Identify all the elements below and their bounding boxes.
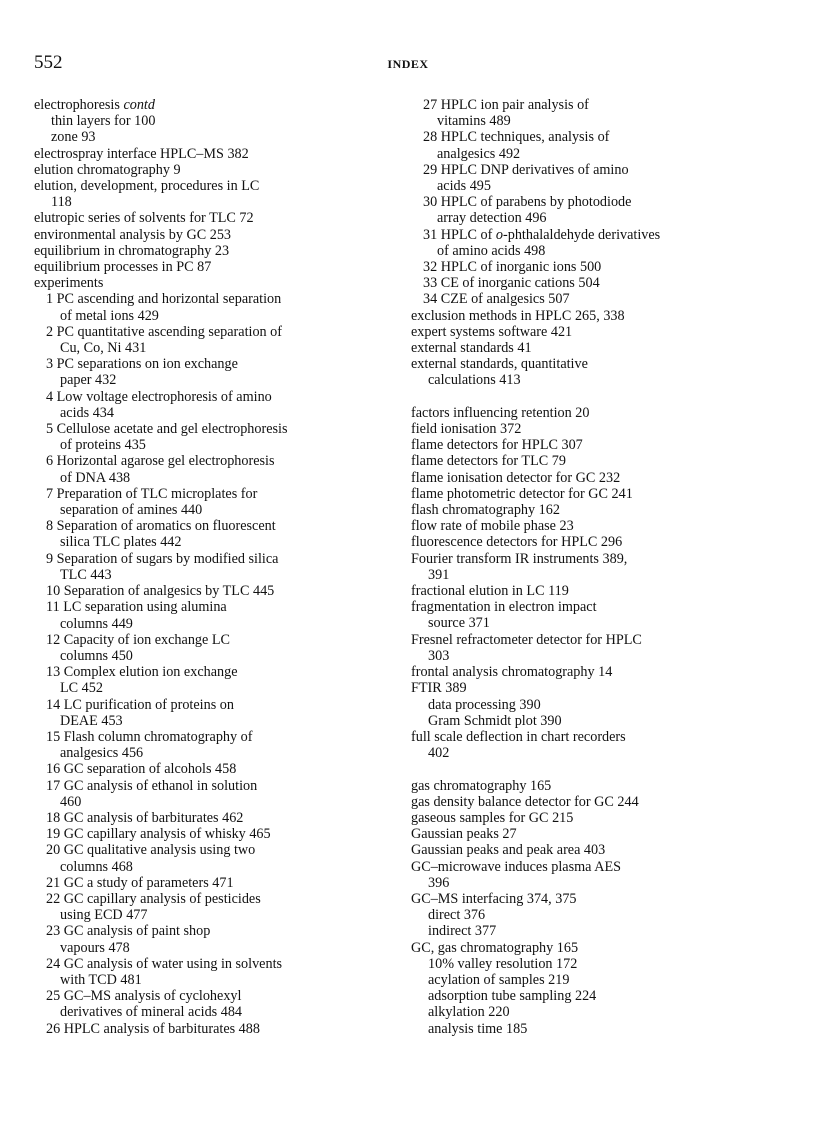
index-entry <box>34 437 404 453</box>
index-entry <box>34 534 404 550</box>
index-entry-text: analgesics 492 <box>437 145 521 162</box>
index-entry <box>34 778 404 794</box>
index-entry-text: 303 <box>428 647 450 664</box>
index-entry <box>34 567 404 583</box>
index-entry <box>411 210 791 226</box>
index-column-right <box>411 97 791 1037</box>
index-entry-text: 22 GC capillary analysis of pesticides <box>46 890 261 907</box>
index-entry-text: using ECD 477 <box>60 907 148 924</box>
index-entry <box>411 599 791 615</box>
index-entry-text: exclusion methods in HPLC 265, 338 <box>411 307 625 324</box>
index-entry-text: external standards, quantitative <box>411 356 588 373</box>
index-entry <box>411 713 791 729</box>
index-entry-text: equilibrium in chromatography 23 <box>34 242 230 259</box>
index-entry-text: flame detectors for TLC 79 <box>411 453 566 470</box>
index-entry-text: flame photometric detector for GC 241 <box>411 485 633 502</box>
index-entry <box>34 794 404 810</box>
index-entry-text: Fourier transform IR instruments 389, <box>411 550 628 567</box>
index-entry-text: zone 93 <box>51 129 96 146</box>
index-entry <box>34 518 404 534</box>
index-entry <box>34 162 404 178</box>
index-entry <box>411 259 791 275</box>
index-entry-text: 1 PC ascending and horizontal separation <box>46 291 282 308</box>
index-entry <box>411 875 791 891</box>
index-entry-text: 23 GC analysis of paint shop <box>46 923 211 940</box>
index-entry-text: 3 PC separations on ion exchange <box>46 356 238 373</box>
index-entry-text: 28 HPLC techniques, analysis of <box>423 129 610 146</box>
index-entry <box>34 680 404 696</box>
index-entry <box>34 243 404 259</box>
index-entry <box>411 372 791 388</box>
index-entry <box>34 291 404 307</box>
index-entry-text: gas density balance detector for GC 244 <box>411 793 639 810</box>
index-entry-text: 32 HPLC of inorganic ions 500 <box>423 259 602 276</box>
index-entry <box>34 583 404 599</box>
index-entry <box>411 778 791 794</box>
index-entry-text: external standards 41 <box>411 340 532 357</box>
index-entry-text: 9 Separation of sugars by modified silica <box>46 550 279 567</box>
index-entry <box>34 210 404 226</box>
index-entry-text: 2 PC quantitative ascending separation of <box>46 323 283 340</box>
index-entry <box>411 437 791 453</box>
index-entry <box>411 907 791 923</box>
index-entry <box>411 518 791 534</box>
index-entry <box>411 486 791 502</box>
index-entry-text: frontal analysis chromatography 14 <box>411 664 613 681</box>
index-entry-text: 17 GC analysis of ethanol in solution <box>46 777 258 794</box>
index-entry <box>411 940 791 956</box>
index-entry <box>411 275 791 291</box>
index-entry <box>411 615 791 631</box>
index-entry-text: GC, gas chromatography 165 <box>411 939 579 956</box>
index-entry <box>411 810 791 826</box>
index-entry <box>411 794 791 810</box>
index-entry <box>34 648 404 664</box>
index-entry-text: columns 449 <box>60 615 133 632</box>
index-entry <box>34 632 404 648</box>
index-entry-text: 391 <box>428 566 450 583</box>
index-entry <box>34 599 404 615</box>
index-entry <box>34 146 404 162</box>
index-entry-text: 29 HPLC DNP derivatives of amino <box>423 161 629 178</box>
index-entry-text: 33 CE of inorganic cations 504 <box>423 275 600 292</box>
index-entry-text: of amino acids 498 <box>437 242 546 259</box>
index-entry <box>34 389 404 405</box>
index-entry <box>411 583 791 599</box>
index-entry <box>411 551 791 567</box>
index-entry-text: acids 495 <box>437 178 491 195</box>
index-entry <box>34 1004 404 1020</box>
section-gap <box>411 761 791 777</box>
index-entry <box>411 956 791 972</box>
index-entry <box>34 194 404 210</box>
index-entry-text: analysis time 185 <box>428 1020 528 1037</box>
index-entry-text: GC–MS interfacing 374, 375 <box>411 890 577 907</box>
index-entry <box>34 875 404 891</box>
index-entry <box>34 275 404 291</box>
index-entry <box>411 178 791 194</box>
index-entry-text: 31 HPLC of <box>423 226 496 243</box>
index-entry-text: 25 GC–MS analysis of cyclohexyl <box>46 988 242 1005</box>
index-entry <box>411 534 791 550</box>
index-entry <box>411 308 791 324</box>
index-entry-text: 30 HPLC of parabens by photodiode <box>423 194 632 211</box>
index-entry <box>411 129 791 145</box>
index-entry-text: 10 Separation of analgesics by TLC 445 <box>46 583 275 600</box>
index-entry <box>411 502 791 518</box>
index-entry-text: 6 Horizontal agarose gel electrophoresis <box>46 453 275 470</box>
index-entry <box>34 697 404 713</box>
index-entry <box>34 907 404 923</box>
index-entry-text: 460 <box>60 793 82 810</box>
index-entry-text: 118 <box>51 194 72 211</box>
index-entry <box>34 940 404 956</box>
index-entry <box>34 810 404 826</box>
index-entry-text: calculations 413 <box>428 372 521 389</box>
index-entry <box>34 113 404 129</box>
index-entry <box>34 470 404 486</box>
index-entry <box>34 486 404 502</box>
index-entry <box>34 713 404 729</box>
index-entry <box>34 891 404 907</box>
index-entry-text: elutropic series of solvents for TLC 72 <box>34 210 254 227</box>
index-entry <box>411 340 791 356</box>
index-entry <box>411 680 791 696</box>
index-entry <box>411 97 791 113</box>
index-entry <box>411 113 791 129</box>
index-entry-text: 396 <box>428 874 450 891</box>
index-entry <box>34 340 404 356</box>
index-entry <box>34 1021 404 1037</box>
running-head: INDEX <box>387 57 429 71</box>
index-entry-text: acylation of samples 219 <box>428 971 570 988</box>
index-entry <box>34 178 404 194</box>
index-entry-text: 21 GC a study of parameters 471 <box>46 874 234 891</box>
index-entry-text: with TCD 481 <box>60 971 142 988</box>
index-entry-text: 14 LC purification of proteins on <box>46 696 234 713</box>
index-entry-text: field ionisation 372 <box>411 421 522 438</box>
index-entry-text: TLC 443 <box>60 566 112 583</box>
index-entry-italic: o <box>495 226 504 243</box>
index-entry-text: Gaussian peaks 27 <box>411 826 517 843</box>
index-entry <box>34 761 404 777</box>
index-entry-text-cont: -phthalaldehyde derivatives <box>503 226 661 243</box>
index-entry-text: 10% valley resolution 172 <box>428 955 578 972</box>
index-entry-text: paper 432 <box>60 372 117 389</box>
index-entry <box>34 453 404 469</box>
index-entry-text: 26 HPLC analysis of barbiturates 488 <box>46 1020 260 1037</box>
index-entry <box>411 632 791 648</box>
index-entry <box>411 972 791 988</box>
index-entry-text: 34 CZE of analgesics 507 <box>423 291 570 308</box>
index-entry <box>411 664 791 680</box>
index-entry-text: thin layers for 100 <box>51 113 156 130</box>
index-entry <box>34 616 404 632</box>
index-entry <box>411 453 791 469</box>
index-entry-text: array detection 496 <box>437 210 547 227</box>
index-entry-text: columns 468 <box>60 858 133 875</box>
index-entry <box>411 1021 791 1037</box>
index-entry-italic: contd <box>123 97 155 113</box>
index-entry <box>34 859 404 875</box>
page-number: 552 <box>34 52 63 73</box>
section-gap <box>411 389 791 405</box>
index-entry-text: 24 GC analysis of water using in solvents <box>46 955 283 972</box>
index-entry-text: 27 HPLC ion pair analysis of <box>423 97 589 113</box>
index-entry-text: 18 GC analysis of barbiturates 462 <box>46 809 244 826</box>
index-entry-text: expert systems software 421 <box>411 323 573 340</box>
index-entry <box>34 664 404 680</box>
index-entry <box>411 291 791 307</box>
index-entry-text: derivatives of mineral acids 484 <box>60 1004 243 1021</box>
index-entry-text: data processing 390 <box>428 696 541 713</box>
index-entry <box>34 842 404 858</box>
index-entry <box>34 356 404 372</box>
index-entry <box>411 648 791 664</box>
index-entry <box>34 372 404 388</box>
index-entry <box>411 227 791 243</box>
index-entry <box>34 421 404 437</box>
index-entry-text: vapours 478 <box>60 939 130 956</box>
index-entry-text: separation of amines 440 <box>60 502 203 519</box>
index-entry-text: 16 GC separation of alcohols 458 <box>46 761 237 778</box>
index-entry <box>411 891 791 907</box>
index-column-left <box>34 97 404 1037</box>
index-entry-text: 11 LC separation using alumina <box>46 599 227 616</box>
index-entry-text: electrophoresis <box>34 97 124 113</box>
index-entry-text: equilibrium processes in PC 87 <box>34 259 212 276</box>
index-entry-text: electrospray interface HPLC–MS 382 <box>34 145 249 162</box>
index-entry <box>34 308 404 324</box>
index-entry-text: 4 Low voltage electrophoresis of amino <box>46 388 272 405</box>
index-entry <box>411 405 791 421</box>
index-entry-text: 15 Flash column chromatography of <box>46 728 253 745</box>
index-entry-text: 20 GC qualitative analysis using two <box>46 842 256 859</box>
index-entry-text: alkylation 220 <box>428 1004 510 1021</box>
index-entry <box>411 745 791 761</box>
index-entry-text: indirect 377 <box>428 923 497 940</box>
index-entry <box>34 745 404 761</box>
index-entry-text: fluorescence detectors for HPLC 296 <box>411 534 623 551</box>
index-entry-text: full scale deflection in chart recorders <box>411 728 626 745</box>
index-entry-text: FTIR 389 <box>411 680 467 697</box>
index-entry-text: flash chromatography 162 <box>411 502 560 519</box>
index-entry-text: Gaussian peaks and peak area 403 <box>411 842 606 859</box>
index-entry-text: direct 376 <box>428 907 486 924</box>
index-entry-text: 8 Separation of aromatics on fluorescent <box>46 518 276 535</box>
index-entry <box>411 697 791 713</box>
index-entry-text: of DNA 438 <box>60 469 131 486</box>
index-entry-text: Gram Schmidt plot 390 <box>428 712 562 729</box>
index-entry <box>411 146 791 162</box>
index-entry <box>34 502 404 518</box>
index-entry-text: GC–microwave induces plasma AES <box>411 858 622 875</box>
index-entry <box>34 923 404 939</box>
index-entry-text: flame ionisation detector for GC 232 <box>411 469 621 486</box>
index-entry <box>411 243 791 259</box>
index-entry <box>411 988 791 1004</box>
index-entry <box>34 324 404 340</box>
index-entry-text: experiments <box>34 275 104 292</box>
index-entry <box>411 567 791 583</box>
index-entry <box>34 956 404 972</box>
index-entry-text: 19 GC capillary analysis of whisky 465 <box>46 826 271 843</box>
index-entry <box>411 923 791 939</box>
index-entry-text: gaseous samples for GC 215 <box>411 809 574 826</box>
index-entry-text: LC 452 <box>60 680 103 697</box>
index-entry <box>411 324 791 340</box>
index-entry-text: of proteins 435 <box>60 437 146 454</box>
index-entry <box>411 826 791 842</box>
index-entry <box>411 194 791 210</box>
index-entry <box>411 470 791 486</box>
index-entry-text: acids 434 <box>60 404 114 421</box>
index-entry <box>34 259 404 275</box>
index-entry-text: 7 Preparation of TLC microplates for <box>46 485 258 502</box>
index-entry-text: vitamins 489 <box>437 113 511 130</box>
index-entry-text: flame detectors for HPLC 307 <box>411 437 583 454</box>
index-entry-text: Fresnel refractometer detector for HPLC <box>411 631 642 648</box>
index-entry <box>34 97 404 113</box>
index-entry-text: 12 Capacity of ion exchange LC <box>46 631 230 648</box>
index-entry <box>411 162 791 178</box>
index-entry <box>34 988 404 1004</box>
index-entry <box>34 551 404 567</box>
index-entry-text: elution, development, procedures in LC <box>34 178 260 195</box>
index-entry-text: DEAE 453 <box>60 712 123 729</box>
index-entry-text: environmental analysis by GC 253 <box>34 226 232 243</box>
index-entry-text: columns 450 <box>60 647 133 664</box>
index-entry-text: analgesics 456 <box>60 745 144 762</box>
index-entry <box>34 729 404 745</box>
index-entry <box>34 405 404 421</box>
index-entry <box>411 842 791 858</box>
index-entry-text: factors influencing retention 20 <box>411 404 590 421</box>
index-entry <box>34 129 404 145</box>
index-entry-text: fractional elution in LC 119 <box>411 583 569 600</box>
index-entry <box>34 972 404 988</box>
index-entry <box>411 1004 791 1020</box>
index-entry <box>34 826 404 842</box>
index-entry-text: silica TLC plates 442 <box>60 534 182 551</box>
index-entry-text: 5 Cellulose acetate and gel electrophoresis <box>46 421 288 438</box>
index-entry <box>34 227 404 243</box>
index-entry-text: source 371 <box>428 615 490 632</box>
index-entry-text: elution chromatography 9 <box>34 161 181 178</box>
index-entry-text: Cu, Co, Ni 431 <box>60 340 147 357</box>
index-entry <box>411 356 791 372</box>
index-entry-text: of metal ions 429 <box>60 307 159 324</box>
index-entry <box>411 859 791 875</box>
index-entry-text: fragmentation in electron impact <box>411 599 597 616</box>
index-entry-text: flow rate of mobile phase 23 <box>411 518 574 535</box>
index-entry-text: 402 <box>428 745 450 762</box>
index-entry <box>411 421 791 437</box>
index-entry-text: adsorption tube sampling 224 <box>428 988 597 1005</box>
index-entry <box>411 729 791 745</box>
index-entry-text: gas chromatography 165 <box>411 777 552 794</box>
index-entry-text: 13 Complex elution ion exchange <box>46 664 238 681</box>
